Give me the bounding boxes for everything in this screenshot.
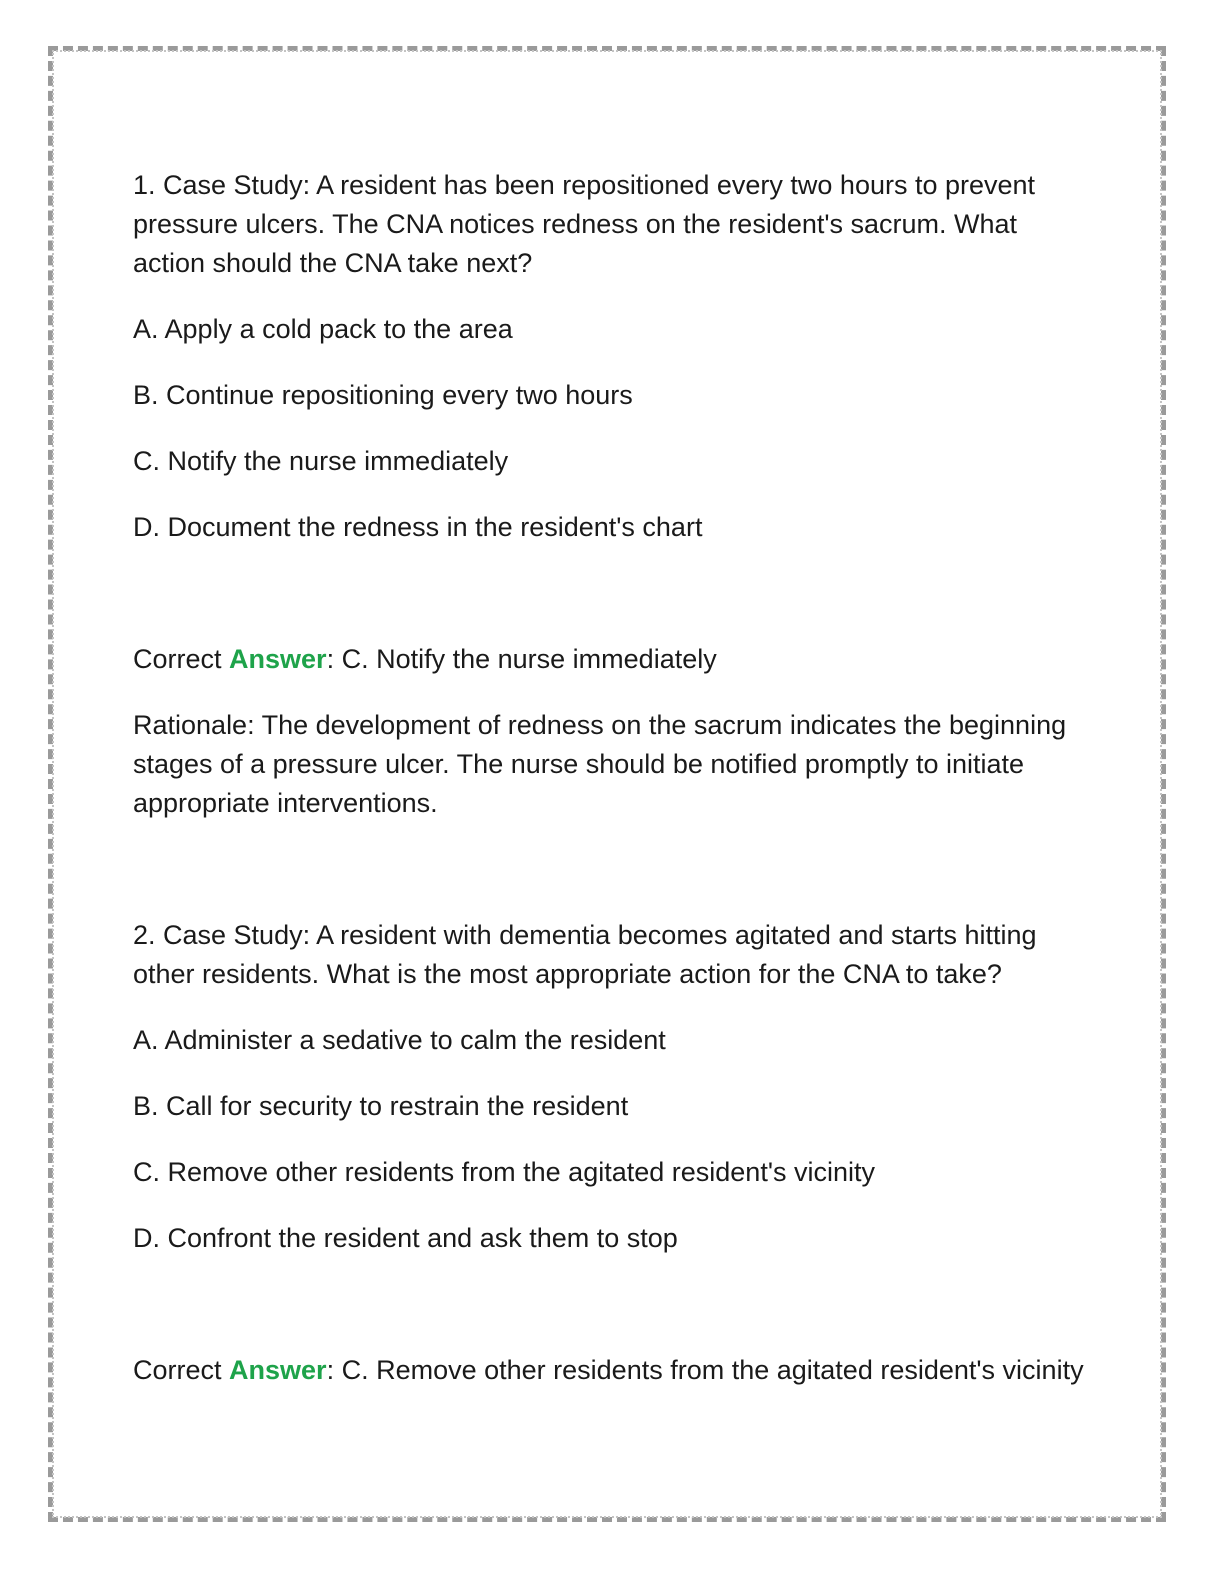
answer-prefix: Correct — [133, 1355, 230, 1385]
correct-answer-line — [133, 640, 1093, 679]
option-b: B. Continue repositioning every two hours — [133, 380, 633, 410]
option-b: B. Call for security to restrain the resident — [133, 1091, 629, 1121]
option-a: A. Apply a cold pack to the area — [133, 314, 513, 344]
question-block-1 — [133, 166, 1093, 823]
answer-text: : C. Notify the nurse immediately — [326, 644, 717, 674]
option-d: D. Confront the resident and ask them to stop — [133, 1223, 678, 1253]
document-body — [133, 166, 1093, 1417]
rationale-text: Rationale: The development of redness on the sacrum indicates the beginning stages of a pressure ulcer. The nurse should be notified promptly to initiate appropriate interventions. — [133, 710, 1067, 818]
answer-keyword: Answer — [229, 1355, 327, 1385]
option-a: A. Administer a sedative to calm the resident — [133, 1025, 666, 1055]
question-block-2 — [133, 916, 1093, 1390]
answer-prefix: Correct — [133, 644, 230, 674]
answer-keyword: Answer — [229, 644, 327, 674]
option-c: C. Remove other residents from the agitated resident's vicinity — [133, 1157, 875, 1187]
question-text: 2. Case Study: A resident with dementia becomes agitated and starts hitting other residents. What is the most appropriate action for the CNA to take? — [133, 920, 1037, 989]
option-d: D. Document the redness in the resident's chart — [133, 512, 703, 542]
question-text: 1. Case Study: A resident has been repositioned every two hours to prevent pressure ulcers. The CNA notices redness on the resident's sacrum. What action should the CNA take next? — [133, 170, 1036, 278]
option-c: C. Notify the nurse immediately — [133, 446, 509, 476]
answer-text: : C. Remove other residents from the agitated resident's vicinity — [326, 1355, 1084, 1385]
correct-answer-line — [133, 1351, 1093, 1390]
